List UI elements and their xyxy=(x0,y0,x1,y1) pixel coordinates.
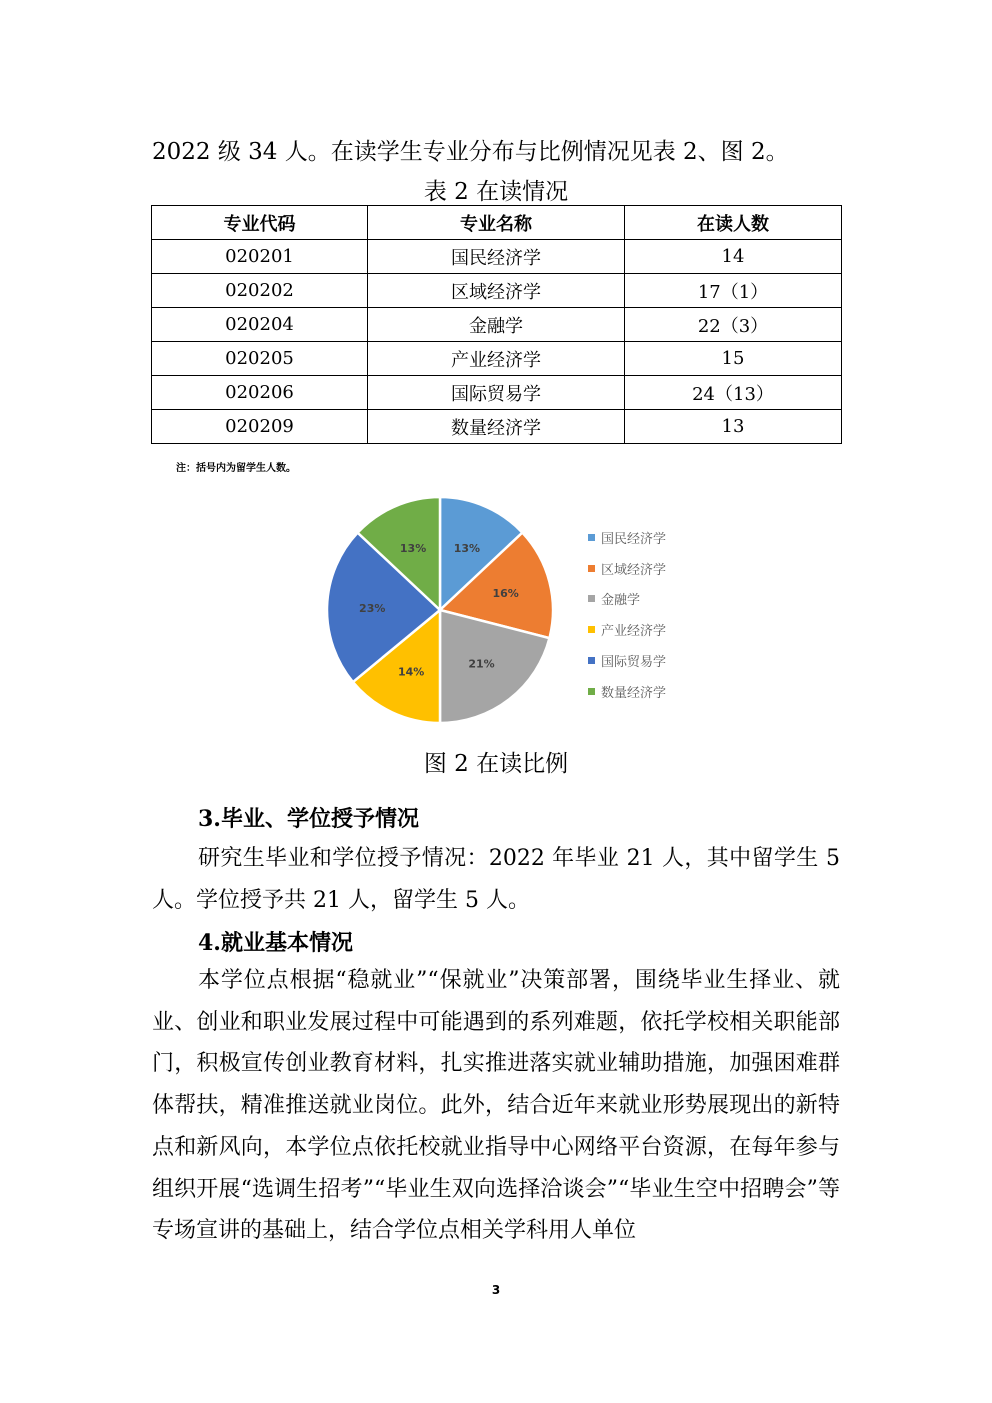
table-row xyxy=(152,410,842,444)
intro-line: 2022 级 34 人。在读学生专业分布与比例情况见表 2、图 2。 xyxy=(152,139,789,165)
enrollment-table xyxy=(151,205,842,444)
legend-item xyxy=(588,522,666,553)
cell-count: 14 xyxy=(625,240,842,274)
legend-swatch xyxy=(588,657,595,664)
legend-item xyxy=(588,584,666,615)
legend-swatch xyxy=(588,688,595,695)
cell-name: 产业经济学 xyxy=(368,342,625,376)
pie-data-label: 14% xyxy=(397,665,425,679)
pie-data-label: 13% xyxy=(453,541,481,555)
cell-count: 15 xyxy=(625,342,842,376)
pie-data-label: 21% xyxy=(468,657,495,671)
cell-name: 国际贸易学 xyxy=(368,376,625,410)
table-row xyxy=(152,274,842,308)
legend-swatch xyxy=(588,565,595,572)
section-4-heading: 4.就业基本情况 xyxy=(198,930,353,956)
table-row xyxy=(152,240,842,274)
cell-code: 020202 xyxy=(152,274,368,308)
header-major-name: 专业名称 xyxy=(368,206,625,240)
legend-item xyxy=(588,676,666,707)
legend-item xyxy=(588,614,666,645)
cell-count: 22（3） xyxy=(625,308,842,342)
legend-label: 国民经济学 xyxy=(601,531,667,547)
figure-caption: 图 2 在读比例 xyxy=(423,751,569,777)
cell-name: 区域经济学 xyxy=(368,274,625,308)
page-number: 3 xyxy=(491,1283,501,1297)
legend-item xyxy=(588,553,666,584)
legend-label: 金融学 xyxy=(601,593,641,609)
legend-label: 国际贸易学 xyxy=(601,655,667,671)
table-caption: 表 2 在读情况 xyxy=(423,179,569,205)
legend-label: 数量经济学 xyxy=(601,685,667,701)
table-note: 注：括号内为留学生人数。 xyxy=(176,463,296,474)
header-enrolled-count: 在读人数 xyxy=(625,206,842,240)
cell-name: 国民经济学 xyxy=(368,240,625,274)
legend-swatch xyxy=(588,534,595,541)
section-4-paragraph: 本学位点根据“稳就业”“保就业”决策部署，围绕毕业生择业、就业、创业和职业发展过程中可能遇到的系列难题，依托学校相关职能部门，积极宣传创业教育材料，扎实推进落实就业辅助措施，加强困难群体帮扶，精准推送就业岗位。此外，结合近年来就业形势展现出的新特点和新风向，本学位点依托校就业指导中心网络平台资源，在每年参与组织开展“选调生招考”“毕业生双向选择洽谈会”“毕业生空中招聘会”等专场宣讲的基础上，结合学位点相关学科用人单位 xyxy=(152,968,840,1244)
legend-item xyxy=(588,645,666,676)
cell-code: 020205 xyxy=(152,342,368,376)
cell-count: 24（13） xyxy=(625,376,842,410)
cell-code: 020201 xyxy=(152,240,368,274)
pie-data-label: 13% xyxy=(399,541,427,555)
cell-count: 13 xyxy=(625,410,842,444)
cell-name: 金融学 xyxy=(368,308,625,342)
pie-data-label: 16% xyxy=(492,587,519,601)
table-row xyxy=(152,308,842,342)
pie-chart xyxy=(320,490,560,730)
pie-data-label: 23% xyxy=(359,601,386,615)
table-header-row xyxy=(152,206,842,240)
table-row xyxy=(152,376,842,410)
table-row xyxy=(152,342,842,376)
section-3-heading: 3.毕业、学位授予情况 xyxy=(198,806,419,832)
header-major-code: 专业代码 xyxy=(152,206,368,240)
cell-code: 020206 xyxy=(152,376,368,410)
cell-count: 17（1） xyxy=(625,274,842,308)
legend-label: 产业经济学 xyxy=(601,624,667,640)
legend-label: 区域经济学 xyxy=(601,562,667,578)
chart-legend xyxy=(588,522,666,707)
legend-swatch xyxy=(588,626,595,633)
cell-code: 020204 xyxy=(152,308,368,342)
legend-swatch xyxy=(588,595,595,602)
section-3-paragraph: 研究生毕业和学位授予情况：2022 年毕业 21 人，其中留学生 5 人。学位授予共 21 人，留学生 5 人。 xyxy=(152,846,840,913)
cell-code: 020209 xyxy=(152,410,368,444)
cell-name: 数量经济学 xyxy=(368,410,625,444)
